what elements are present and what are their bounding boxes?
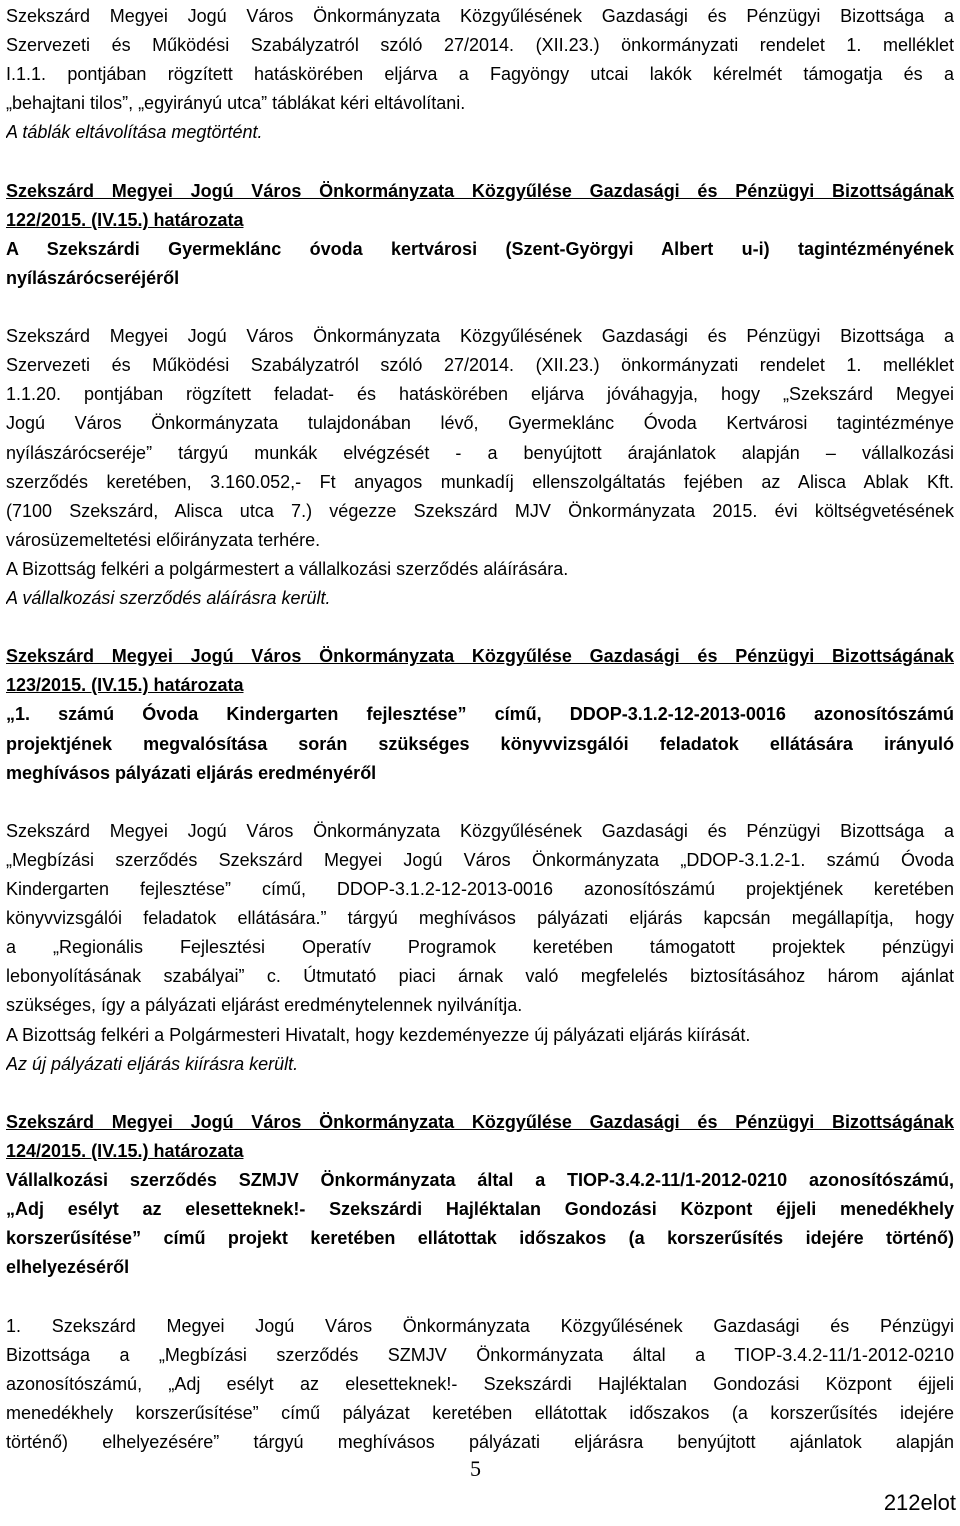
text-line: Szekszárd Megyei Jogú Város Önkormányzata Közgyűlése Gazdasági és Pénzügyi Bizottságának [6,180,954,201]
blank-line [6,613,954,642]
text-line: Szekszárd Megyei Jogú Város Önkormányzata Közgyűlése Gazdasági és Pénzügyi Bizottságának [6,646,954,667]
text-line: 122/2015. (IV.15.) határozata [6,209,244,230]
text-line: menedékhely korszerűsítése” című pályázat keretében ellátottak időszakos (a korszerűsítés idejére [6,1402,954,1423]
text-line: „behajtani tilos”, „egyirányú utca” táblákat kéri eltávolítani. [6,93,466,114]
text-line: városüzemeltetési előirányzata terhére. [6,529,321,550]
text-line: Szekszárd Megyei Jogú Város Önkormányzata Közgyűlésének Gazdasági és Pénzügyi Bizottsága a [6,6,954,26]
text-line: Az új pályázati eljárás kiírásra került. [6,1053,299,1074]
text-line: a „Regionális Fejlesztési Operatív Programok keretében támogatott projektek pénzügyi [6,937,954,958]
text-line: 123/2015. (IV.15.) határozata [6,675,244,696]
text-line: Szekszárd Megyei Jogú Város Önkormányzata Közgyűlésének Gazdasági és Pénzügyi Bizottsága a [6,326,954,347]
text-line: könyvvizsgálói feladatok ellátására.” tárgyú meghívásos pályázati eljárás kapcsán megállapítja, hogy [6,908,954,929]
text-line: „Adj esélyt az elesetteknek!- Szekszárdi Hajléktalan Gondozási Központ éjjeli menedékhely [6,1199,954,1220]
text-line: „Megbízási szerződés Szekszárd Megyei Jogú Város Önkormányzata „DDOP-3.1.2-1. számú Óvoda [6,849,954,870]
text-line: nyílászárócseréje” tárgyú munkák elvégzését - a benyújtott árajánlatok alapján – vállalkozási [6,442,954,463]
text-line: I.1.1. pontjában rögzített hatáskörében eljárva a Fagyöngy utcai lakók kérelmét támogatja és a [6,64,954,85]
text-line: A Bizottság felkéri a Polgármesteri Hivatalt, hogy kezdeményezze új pályázati eljárás kiírását. [6,1024,751,1045]
text-line: 1.1.20. pontjában rögzített feladat- és hatáskörében eljárva jóváhagyja, hogy „Szekszárd Megyei [6,384,954,405]
text-line: projektjének megvalósítása során szükséges könyvvizsgálói feladatok ellátására irányuló [6,733,954,754]
text-line: meghívásos pályázati eljárás eredményéről [6,762,377,783]
text-line: A Szekszárdi Gyermeklánc óvoda kertvárosi (Szent-Györgyi Albert u-i) tagintézményének [6,238,954,259]
text-line: A vállalkozási szerződés aláírásra került. [6,588,331,608]
text-line: 124/2015. (IV.15.) határozata [6,1140,244,1161]
text-line: (7100 Szekszárd, Alisca utca 7.) végezze Szekszárd MJV Önkormányzata 2015. évi költségvetésének [6,500,954,521]
text-line: Kindergarten fejlesztése” című, DDOP-3.1.2-12-2013-0016 azonosítószámú projektjének keretében [6,879,954,899]
footer-text: 212elot [883,1490,956,1515]
text-line: Szervezeti és Működési Szabályzatról szóló 27/2014. (XII.23.) önkormányzati rendelet 1. melléklet [6,355,954,376]
text-line: elhelyezéséről [6,1257,130,1278]
text-line: A Bizottság felkéri a polgármestert a vállalkozási szerződés aláírására. [6,558,569,579]
text-line: Bizottsága a „Megbízási szerződés SZMJV Önkormányzata által a TIOP-3.4.2-11/1-2012-0210 [6,1344,954,1365]
blank-line [6,1282,954,1311]
text-line: nyílászárócseréjéről [6,267,180,288]
text-line: Vállalkozási szerződés SZMJV Önkormányzata által a TIOP-3.4.2-11/1-2012-0210 azonosítószámú, [6,1170,954,1190]
blank-line [6,148,954,177]
text-line: szerződés keretében, 3.160.052,- Ft anyagos munkadíj ellenszolgáltatás fejében az Alisca Ablak Kft. [6,471,954,492]
text-line: korszerűsítése” című projekt keretében ellátottak időszakos (a korszerűsítés idejére történő) [6,1228,954,1249]
blank-line [6,1079,954,1108]
text-line: azonosítószámú, „Adj esélyt az elesetteknek!- Szekszárdi Hajléktalan Gondozási Központ éjjeli [6,1373,954,1394]
text-line: szükséges, így a pályázati eljárást eredménytelennek nyilvánítja. [6,995,523,1016]
text-line: Jogú Város Önkormányzata tulajdonában lévő, Gyermeklánc Óvoda Kertvárosi tagintézménye [6,413,954,434]
text-line: „1. számú Óvoda Kindergarten fejlesztése” című, DDOP-3.1.2-12-2013-0016 azonosítószámú [6,704,954,725]
text-line: 1. Szekszárd Megyei Jogú Város Önkormányzata Közgyűlésének Gazdasági és Pénzügyi [6,1315,954,1336]
text-line: A táblák eltávolítása megtörtént. [6,122,263,143]
blank-line [6,293,954,322]
text-line: Szekszárd Megyei Jogú Város Önkormányzata Közgyűlésének Gazdasági és Pénzügyi Bizottsága a [6,820,954,841]
text-line: Szekszárd Megyei Jogú Város Önkormányzata Közgyűlése Gazdasági és Pénzügyi Bizottságának [6,1111,954,1132]
text-line: lebonyolításának szabályai” c. Útmutató piaci árnak való megfelelés biztosításához három ajánlat [6,966,954,987]
page-number: 5 [470,1456,481,1481]
blank-line [6,788,954,817]
text-line: történő) elhelyezésére” tárgyú meghívásos pályázati eljárásra benyújtott ajánlatok alapján [6,1431,954,1452]
text-line: Szervezeti és Működési Szabályzatról szóló 27/2014. (XII.23.) önkormányzati rendelet 1. melléklet [6,35,954,56]
